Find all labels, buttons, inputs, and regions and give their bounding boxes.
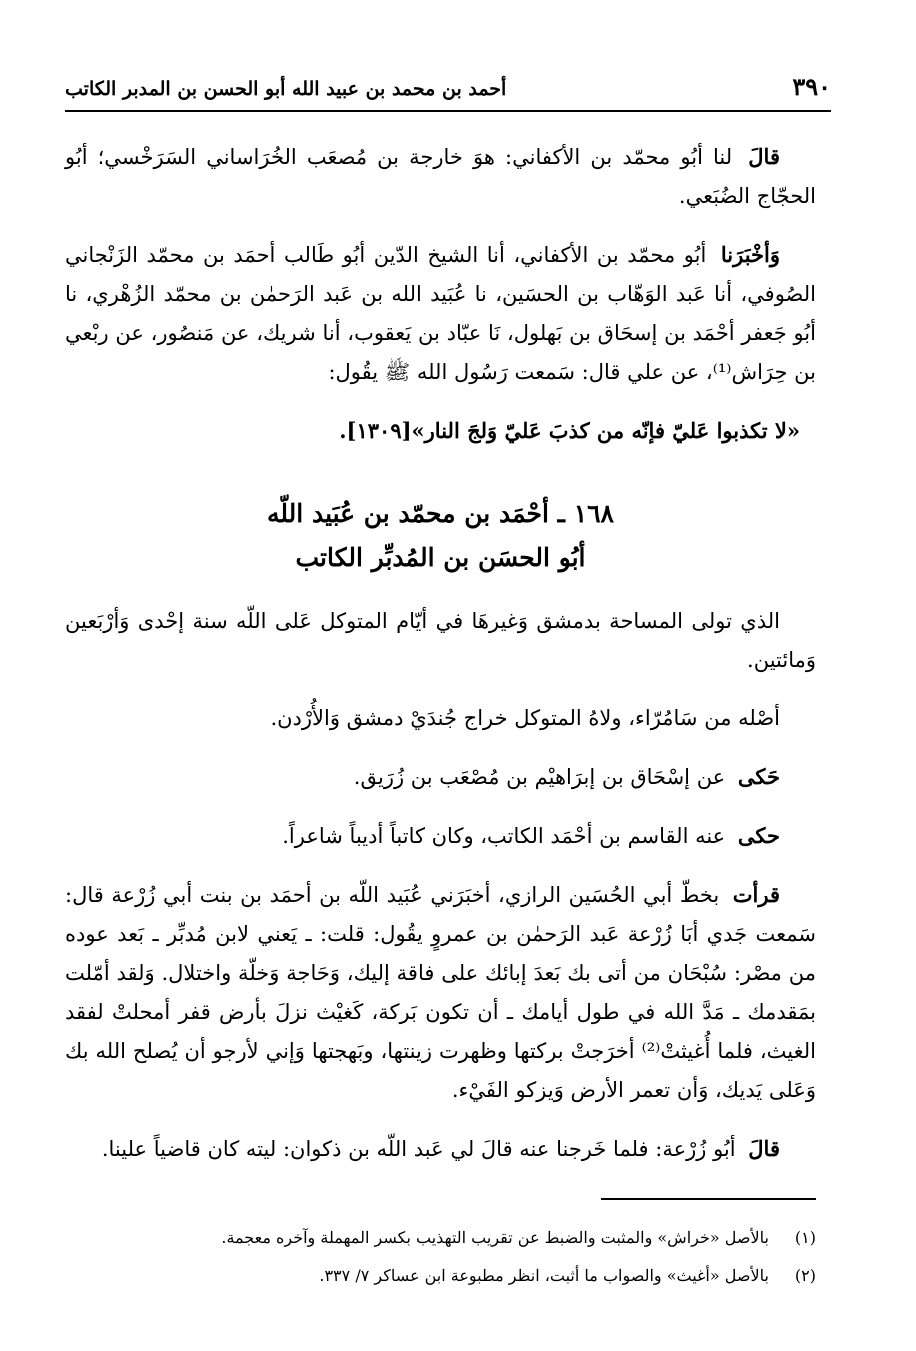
paragraph-text: عنه القاسم بن أحْمَد الكاتب، وكان كاتباً أديباً شاعراً. bbox=[282, 824, 726, 848]
lead-word: قالَ bbox=[748, 1136, 780, 1161]
footnote-marker: (٢) bbox=[794, 1266, 816, 1285]
footnote-marker: (١) bbox=[794, 1228, 816, 1247]
paragraph-text: أبُو محمّد بن الأكفاني، أنا الشيخ الدّين أبُو طَالب أحمَد بن محمّد الزَنْجاني الصُوفي، أنا عَبد الوَهّاب بن الحسَين، نا عُبَيد الله بن عَبد الرَحمٰن بن محمّد الزُهْري، نا أبُو جَعفر أحْمَد بن إسحَاق بن بَهلول، نَا عبّاد بن يَعقوب، أنا شريك، عن مَنصُور، عن ربْعي بن حِرَاش⁽¹⁾، عن علي قال: سَمعت رَسُول الله ﷺ يقُول: bbox=[65, 243, 816, 384]
paragraph-text: أبُو زُرْعة: فلما خَرجنا عنه قالَ لي عَبد اللّه بن ذكوان: ليته كان قاضياً علينا. bbox=[101, 1137, 736, 1161]
paragraph-narrated-by bbox=[65, 816, 816, 856]
paragraph-text: الذي تولى المساحة بدمشق وَغيرهَا في أيّام المتوكل عَلى اللّه سنة إحْدى وَأرْبَعين وَمائتين. bbox=[65, 609, 816, 672]
footnote-text: بالأصل «خراش» والمثبت والضبط عن تقريب التهذيب بكسر المهملة وآخره معجمة. bbox=[221, 1228, 769, 1247]
paragraph-origin bbox=[65, 699, 816, 738]
paragraph-text: بخطّ أبي الحُسَين الرازي، أخبَرَني عُبَيد اللّه بن أحمَد بن بنت أبي زُرْعة قال: سَمعت جَدي أبَا زُرْعة عَبد الرَحمٰن بن عمروٍ يقُول: قلت: ـ يَعني لابن مُدبِّر ـ بَعد عوده من مصْر: سُبْحَان من أتى بك بَعدَ إبائك على فاقة إليك، وَحَاجة وَخلّة واختلال. وَلقد أمّلت بمَقدمك ـ مَدَّ الله في طول أيامك ـ أن تكون بَركة، كَغيْث نزلَ بأرض قفر أمحلتْ لفقد الغيث، فلما أُغيثتْ⁽²⁾ أخرَجتْ بركتها وظهرت زينتها، وبَهجتها وَإني لأرجو أن يُصلح الله بك وَعَلى يَديك، وَأن تعمر الأرض وَيزكو الفَيْء. bbox=[65, 883, 816, 1102]
lead-word: حكى bbox=[737, 823, 780, 848]
footnote-text: بالأصل «أغيث» والصواب ما أثبت، انظر مطبوعة ابن عساكر ٧/ ٣٣٧. bbox=[319, 1266, 769, 1285]
lead-word: حَكى bbox=[737, 764, 780, 789]
footnote-1 bbox=[65, 1219, 816, 1257]
page-number: ٣٩٠ bbox=[792, 72, 831, 101]
lead-word: قرأت bbox=[732, 882, 780, 907]
paragraph-text: لنا أبُو محمّد بن الأكفاني: هوَ خارجة بن مُصعَب الخُرَاساني السَرَخْسي؛ أبُو الحجّاج الضُبَعي. bbox=[65, 145, 816, 208]
lead-word: قالَ bbox=[748, 144, 780, 169]
paragraph-text: عن إسْحَاق بن إبرَاهيْم بن مُصْعَب بن زُرَيق. bbox=[353, 765, 726, 789]
paragraph-ibn-al-akfani-saying bbox=[65, 137, 816, 216]
entry-heading-kunya: أبُو الحسَن بن المُدبِّر الكاتب bbox=[295, 543, 586, 572]
page-body bbox=[65, 137, 816, 1188]
footnote-2 bbox=[65, 1257, 816, 1295]
hadith-text: «لا تكذبوا عَليّ فإنّه من كذبَ عَليّ وَلجَ النار»[١٣٠٩]. bbox=[339, 418, 800, 443]
paragraph-abu-zura-account bbox=[65, 875, 816, 1110]
paragraph-hadith bbox=[65, 411, 816, 450]
running-header bbox=[65, 70, 831, 112]
paragraph-isnad bbox=[65, 235, 816, 392]
paragraph-ibn-dhakwan-remark bbox=[65, 1129, 816, 1169]
entry-heading-name: ١٦٨ ـ أحْمَد بن محمّد بن عُبَيد اللّه bbox=[267, 499, 614, 528]
paragraph-text: أصْله من سَامُرّاء، ولاهُ المتوكل خراج جُندَيْ دمشق وَالأُرْدن. bbox=[270, 706, 780, 730]
footnotes bbox=[65, 1219, 816, 1295]
paragraph-biography bbox=[65, 602, 816, 680]
entry-heading bbox=[65, 492, 816, 580]
lead-word: وَأخْبَرَنا bbox=[720, 242, 780, 267]
running-title: أحمد بن محمد بن عبيد الله أبو الحسن بن المدبر الكاتب bbox=[65, 78, 507, 100]
footnote-divider bbox=[601, 1198, 816, 1200]
paragraph-narrated-from bbox=[65, 757, 816, 797]
